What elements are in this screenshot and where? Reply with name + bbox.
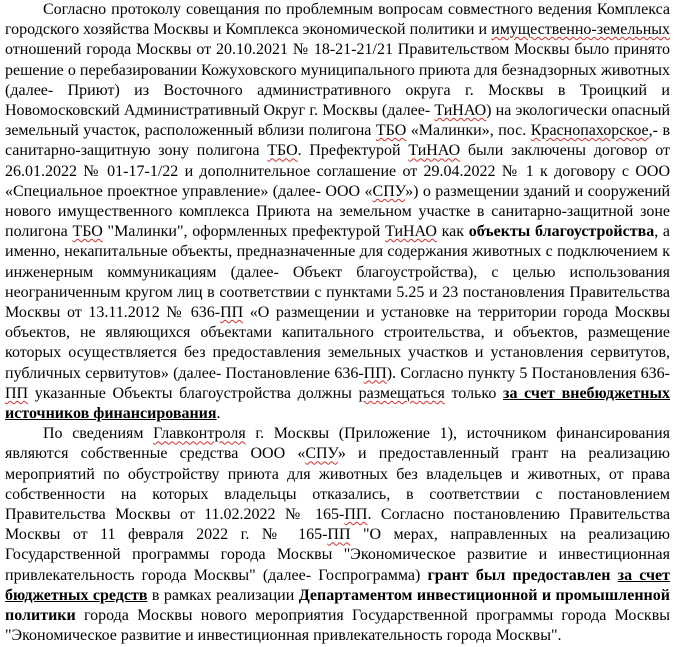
bold-phrase: объекты благоустройства (468, 223, 655, 241)
text-run: указанные Объекты благоустройства должны (28, 384, 359, 402)
spelling-flagged-word: ТиНАО (408, 142, 461, 160)
spelling-flagged-word: ТиНАО (434, 102, 487, 120)
spelling-flagged-word: СПУ (305, 445, 338, 463)
spelling-flagged-word: ТиНАО (385, 223, 437, 241)
text-run: » и предоставленный грант на реализацию мероприятий по обустройству приюта для животных без владельцев и животных, от права собственности на которых владельцы отказались, в соответствии с постановлением Правительства Москвы от 11.02.2022 № 165- (5, 445, 670, 524)
text-run: как (436, 223, 469, 241)
text-run: "Малинки", оформленных префектурой (102, 223, 386, 241)
text-run: ). Согласно пункту 5 Постановления 636- (386, 364, 671, 382)
paragraph-2 (5, 424, 670, 646)
spelling-flagged-word: СПУ (372, 182, 406, 200)
spelling-flagged-word: ПП (220, 304, 244, 322)
spelling-flagged-word: ТБО (375, 122, 407, 140)
bold-phrase: грант был предоставлен (427, 566, 618, 584)
text-run: отношений города Москвы от 20.10.2021 № 18-21-21/21 Правительством Москвы было принято решение о перебазировании Кожуховского муниципального приюта для безнадзорных животных (далее- Приют) из Восточного административного округа г. Москвы в Троицкий и Новомосковский Административный Округ г. Москвы (далее- (5, 41, 670, 120)
text-run: Согласно протоколу совещания по проблемным вопросам совместного ведения Комплекса городского хозяйства Москвы и Комплекса экономической политики и (5, 1, 670, 39)
text-run: города Москвы нового мероприятия Государственной программы города Москвы "Экономическое развитие и инвестиционная привлекательность города Москвы". (5, 607, 670, 645)
spelling-flagged-word: ТБО (72, 223, 103, 241)
text-run: ) на экологически опасный земельный участок, расположенный вблизи полигона (5, 102, 671, 140)
text-run: . (216, 405, 221, 423)
text-run: были заключены договор от 26.01.2022 № 01-17-1/22 и дополнительное соглашение от 29.04.2022 № 1 к договору с ООО «Специальное проектное управление» (далее- ООО « (5, 142, 670, 200)
spelling-flagged-word: Главконтроля (153, 425, 246, 443)
spelling-flagged-word: имущественно-земельных (491, 21, 670, 39)
spelling-flagged-word: ПП (327, 526, 351, 544)
text-run: только (444, 384, 504, 402)
spelling-flagged-word: Краснопахорское (530, 122, 649, 140)
paragraph-1 (5, 0, 670, 424)
spelling-flagged-word: ПП (5, 384, 29, 402)
spelling-flagged-word: ПП (344, 506, 368, 524)
text-run: По сведениям (43, 425, 154, 443)
bold-phrase: Департаментом инвестиционной и промышленной политики (5, 586, 670, 625)
text-run: в рамках реализации (147, 586, 299, 604)
text-run: , а именно, некапитальные объекты, предназначенные для содержания животных с подключением к инженерным коммуникациям (далее- Объект благоустройства), с целью использования неограниченным кругом лиц в соответствии с пунктами 5.25 и 23 постановления Правительства Москвы от 13.11.2012 № 636- (5, 223, 671, 322)
spelling-flagged-word: размещаться (358, 384, 445, 402)
bold-underlined-phrase: за счет внебюджетных источников финансирования (5, 384, 671, 423)
text-run: «О размещении и установке на территории города Москвы объектов, не являющихся объектами капитального строительства, и объектов, размещение которых осуществляется без предоставления земельных участков и установления сервитутов, публичных сервитутов» (далее- Постановление 636- (5, 304, 671, 382)
text-run: ») о размещении зданий и сооружений нового имущественного комплекса Приюта на земельном участке в санитарно-защитной зоне полигона (5, 182, 670, 241)
spelling-flagged-word: ПП (363, 364, 387, 382)
text-run: . Согласно постановлению Правительства Москвы от 11 февраля 2022 г. № 165- (5, 506, 671, 544)
text-run: "О мерах, направленных на реализацию Государственной программы города Москвы "Экономическое развитие и инвестиционная привлекательность города Москвы" (далее- Госпрограмма) (5, 526, 670, 584)
text-run: . Префектурой (297, 142, 409, 160)
text-run: г. Москвы (Приложение 1), источником финансирования являются собственные средства ООО « (5, 425, 670, 463)
bold-underlined-phrase: за счет бюджетных средств (5, 566, 671, 604)
spelling-flagged-word: ТБО (267, 142, 298, 160)
text-run: ,- в санитарно-защитную зону полигона (5, 122, 671, 160)
text-run: «Малинки», пос. (406, 122, 531, 140)
